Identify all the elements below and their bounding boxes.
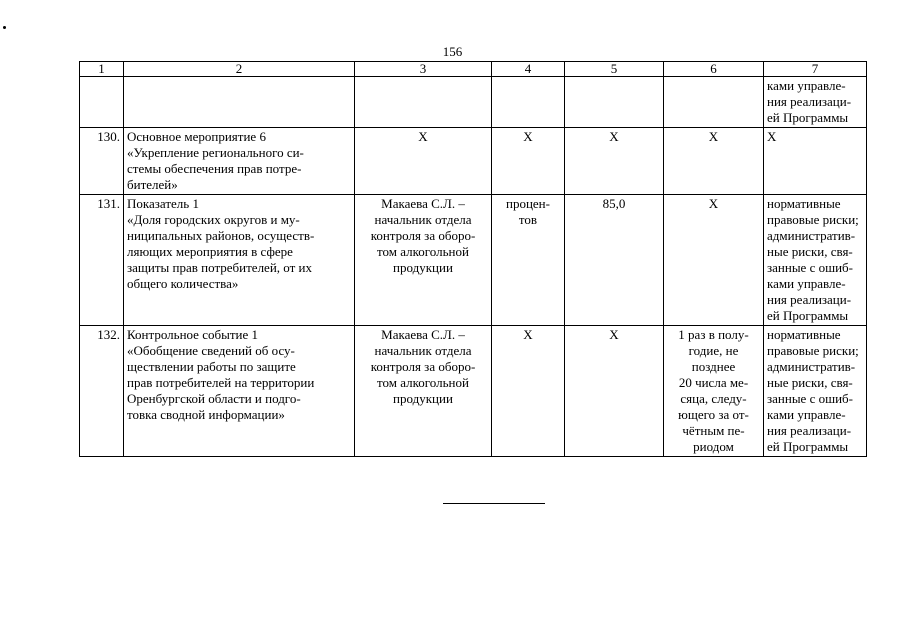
row-number-cell [80, 77, 124, 128]
cell-line: защиты прав потребителей, от их [127, 260, 313, 275]
unit-cell [492, 128, 565, 195]
cell-line: Х [708, 129, 719, 144]
period-cell [664, 77, 764, 128]
value-cell [565, 195, 664, 326]
responsible-cell [355, 326, 492, 457]
cell-line: ками управле- [767, 407, 846, 422]
cell-line: товка сводной информации» [127, 407, 285, 422]
cell-line: Макаева С.Л. – [381, 327, 465, 342]
cell-line: общего количества» [127, 276, 239, 291]
cell-line: ей Программы [767, 439, 849, 454]
cell-line: ные риски, свя- [767, 375, 853, 390]
cell-line: административ- [767, 228, 856, 243]
period-cell [664, 326, 764, 457]
description-cell [124, 77, 355, 128]
unit-cell [492, 195, 565, 326]
cell-line: Х [708, 196, 719, 211]
column-header: 6 [664, 62, 764, 77]
cell-line: Макаева С.Л. – [381, 196, 465, 211]
cell-line: Х [523, 129, 533, 144]
cell-line: ками управле- [767, 78, 846, 93]
row-number-cell: 130. [80, 128, 124, 195]
cell-line: прав потребителей на территории [127, 375, 315, 390]
cell-line: бителей» [127, 177, 178, 192]
cell-line: позднее [691, 359, 736, 374]
risks-cell [764, 195, 867, 326]
cell-line: занные с ошиб- [767, 260, 854, 275]
cell-line: ния реализаци- [767, 423, 852, 438]
cell-line: 1 раз в полу- [678, 327, 749, 342]
cell-line: «Обобщение сведений об осу- [127, 343, 295, 358]
column-header: 5 [565, 62, 664, 77]
cell-line: занные с ошиб- [767, 391, 854, 406]
cell-line: Х [609, 129, 619, 144]
value-cell [565, 77, 664, 128]
cell-line: том алкогольной [377, 375, 469, 390]
value-cell [565, 326, 664, 457]
row-number-cell: 132. [80, 326, 124, 457]
cell-line: стемы обеспечения прав потре- [127, 161, 302, 176]
description-cell [124, 128, 355, 195]
cell-line: сяца, следу- [680, 391, 747, 406]
unit-cell [492, 326, 565, 457]
risks-cell [764, 77, 867, 128]
cell-line: контроля за оборо- [370, 359, 476, 374]
cell-line: 20 числа ме- [678, 375, 749, 390]
table-row [80, 128, 867, 195]
cell-line: том алкогольной [377, 244, 469, 259]
responsible-cell [355, 77, 492, 128]
column-header: 1 [80, 62, 124, 77]
cell-line: начальник отдела [374, 212, 472, 227]
cell-line: годие, не [688, 343, 739, 358]
page-number: 156 [442, 44, 463, 59]
cell-line: «Доля городских округов и му- [127, 212, 300, 227]
cell-line: Оренбургской области и подго- [127, 391, 301, 406]
column-header: 2 [124, 62, 355, 77]
row-number-cell: 131. [80, 195, 124, 326]
cell-line: правовые риски; [767, 212, 859, 227]
cell-line: «Укрепление регионального си- [127, 145, 304, 160]
cell-line: контроля за оборо- [370, 228, 476, 243]
description-cell [124, 326, 355, 457]
table-row [80, 77, 867, 128]
risks-cell [764, 326, 867, 457]
cell-line: Показатель 1 [127, 196, 199, 211]
risks-cell [764, 128, 867, 195]
cell-line: Контрольное событие 1 [127, 327, 258, 342]
cell-line: продукции [393, 391, 453, 406]
cell-line: ей Программы [767, 308, 849, 323]
unit-cell [492, 77, 565, 128]
cell-line: Х [418, 129, 428, 144]
cell-line: ей Программы [767, 110, 849, 125]
cell-line: ками управле- [767, 276, 846, 291]
scan-speck [3, 26, 6, 29]
table-row [80, 195, 867, 326]
responsible-cell [355, 128, 492, 195]
cell-line: ные риски, свя- [767, 244, 853, 259]
table-header-row [80, 62, 867, 77]
period-cell [664, 128, 764, 195]
closing-rule [443, 503, 545, 504]
description-cell [124, 195, 355, 326]
responsible-cell [355, 195, 492, 326]
cell-line: Х [523, 327, 533, 342]
cell-line: начальник отдела [374, 343, 472, 358]
cell-line: ющего за от- [678, 407, 749, 422]
cell-line: Х [609, 327, 619, 342]
column-header: 7 [764, 62, 867, 77]
cell-line: Х [767, 129, 777, 144]
cell-line: тов [518, 212, 538, 227]
cell-line: ществлении работы по защите [127, 359, 296, 374]
cell-line: ляющих мероприятия в сфере [127, 244, 293, 259]
cell-line: 85,0 [602, 196, 626, 211]
program-table [79, 61, 867, 457]
table-row [80, 326, 867, 457]
cell-line: процен- [506, 196, 550, 211]
column-header: 4 [492, 62, 565, 77]
column-header: 3 [355, 62, 492, 77]
cell-line: ния реализаци- [767, 94, 852, 109]
cell-line: Основное мероприятие 6 [127, 129, 266, 144]
cell-line: правовые риски; [767, 343, 859, 358]
period-cell [664, 195, 764, 326]
value-cell [565, 128, 664, 195]
cell-line: ния реализаци- [767, 292, 852, 307]
cell-line: чётным пе- [682, 423, 745, 438]
cell-line: нормативные [767, 327, 841, 342]
cell-line: риодом [693, 439, 734, 454]
cell-line: ниципальных районов, осуществ- [127, 228, 315, 243]
cell-line: продукции [393, 260, 453, 275]
cell-line: нормативные [767, 196, 841, 211]
cell-line: административ- [767, 359, 856, 374]
